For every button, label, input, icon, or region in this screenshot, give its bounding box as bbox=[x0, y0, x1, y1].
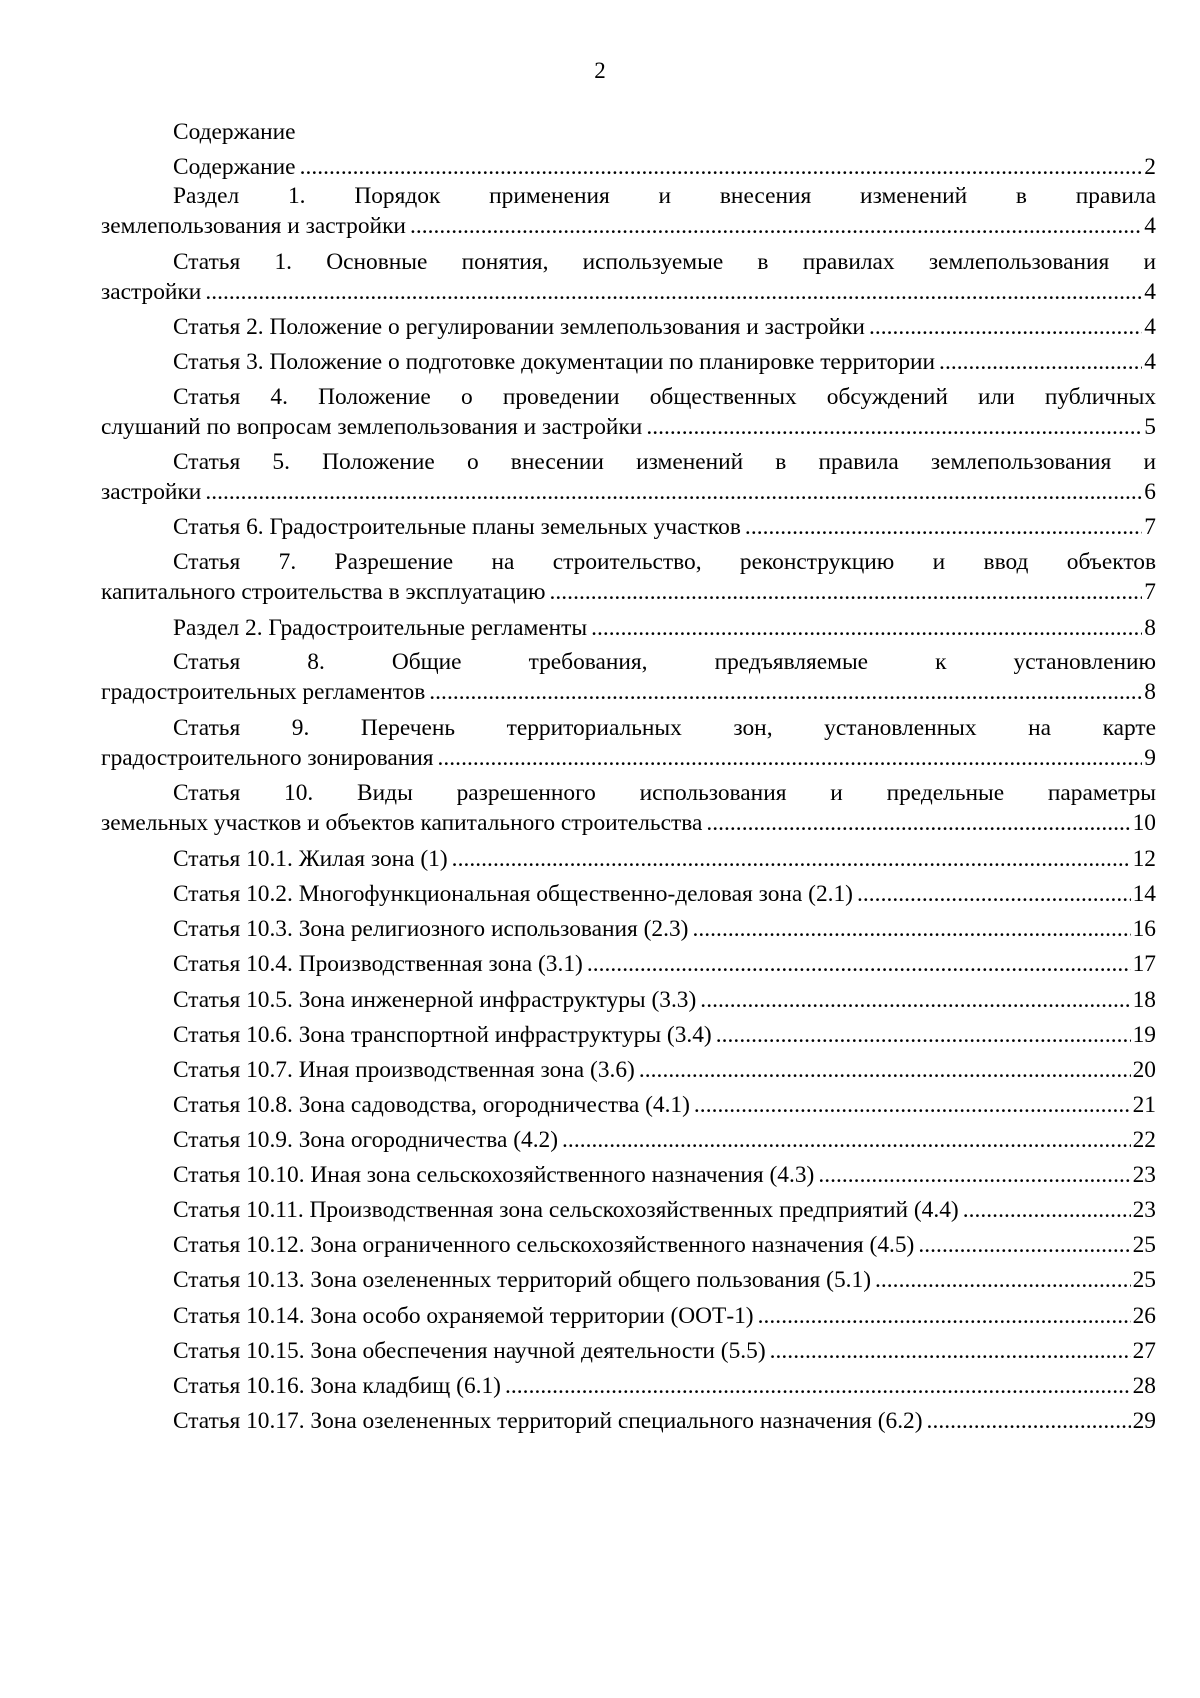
dot-leader bbox=[505, 1371, 1131, 1401]
toc-entry-line bbox=[101, 211, 1156, 241]
toc-entry-title: Статья 3. Положение о подготовке документации по планировке территории bbox=[173, 349, 936, 375]
toc-entry-page: 20 bbox=[1132, 1057, 1156, 1083]
toc-entry bbox=[101, 879, 1156, 909]
toc-entry-title: Статья 10.11. Производственная зона сельскохозяйственных предприятий (4.4) bbox=[173, 1197, 959, 1223]
toc-entry-line bbox=[101, 412, 1156, 442]
dot-leader bbox=[939, 347, 1142, 377]
page-number: 2 bbox=[594, 58, 606, 83]
toc-entry-line bbox=[101, 1406, 1156, 1436]
dot-leader bbox=[857, 879, 1131, 909]
dot-leader bbox=[429, 677, 1142, 707]
dot-leader bbox=[869, 312, 1142, 342]
toc-entry-page: 27 bbox=[1132, 1338, 1156, 1364]
toc-entry bbox=[101, 713, 1156, 773]
dot-leader bbox=[639, 1055, 1131, 1085]
toc-entry-title: Статья 2. Положение о регулировании землепользования и застройки bbox=[173, 314, 865, 340]
toc-entry-title-line1: Статья 9. Перечень территориальных зон, установленных на карте bbox=[173, 715, 1156, 741]
dot-leader bbox=[549, 577, 1142, 607]
toc-entry-title: градостроительного зонирования bbox=[101, 745, 434, 771]
toc-entry bbox=[101, 312, 1156, 342]
toc-entry-line bbox=[101, 914, 1156, 944]
toc-entry-title: Раздел 2. Градостроительные регламенты bbox=[173, 615, 588, 641]
dot-leader bbox=[438, 743, 1143, 773]
toc-entry bbox=[101, 1125, 1156, 1155]
toc-entry-line bbox=[101, 1336, 1156, 1366]
toc-entry-page: 25 bbox=[1132, 1232, 1156, 1258]
toc-entry-title: Статья 10.15. Зона обеспечения научной деятельности (5.5) bbox=[173, 1338, 766, 1364]
toc-entry bbox=[101, 647, 1156, 707]
toc-entry-line bbox=[101, 613, 1156, 643]
toc-entry-page: 8 bbox=[1144, 679, 1156, 705]
toc-entry bbox=[101, 1195, 1156, 1225]
toc-entry-page: 7 bbox=[1144, 579, 1156, 605]
toc-entry-title: Статья 10.3. Зона религиозного использования (2.3) bbox=[173, 916, 689, 942]
toc-entry-page: 28 bbox=[1132, 1373, 1156, 1399]
toc-entry-title: землепользования и застройки bbox=[101, 213, 406, 239]
dot-leader bbox=[918, 1230, 1130, 1260]
toc-entry-title: градостроительных регламентов bbox=[101, 679, 426, 705]
toc-entry bbox=[101, 844, 1156, 874]
toc-entry-title: Статья 10.14. Зона особо охраняемой территории (ООТ-1) bbox=[173, 1303, 754, 1329]
toc-entry bbox=[101, 382, 1156, 442]
toc-entry-page: 8 bbox=[1144, 615, 1156, 641]
toc-entry-page: 14 bbox=[1132, 881, 1156, 907]
dot-leader bbox=[692, 914, 1130, 944]
toc-entry-title: Статья 10.13. Зона озелененных территорий общего пользования (5.1) bbox=[173, 1267, 871, 1293]
toc-entry-page: 9 bbox=[1144, 745, 1156, 771]
toc-entry-title: слушаний по вопросам землепользования и застройки bbox=[101, 414, 643, 440]
toc-entry-title: Статья 10.12. Зона ограниченного сельскохозяйственного назначения (4.5) bbox=[173, 1232, 915, 1258]
toc-entry-title-line1: Статья 7. Разрешение на строительство, реконструкцию и ввод объектов bbox=[173, 549, 1156, 575]
toc-entry-line bbox=[101, 312, 1156, 342]
toc-entry-line bbox=[101, 743, 1156, 773]
toc-entry bbox=[101, 1371, 1156, 1401]
toc-entry bbox=[101, 1230, 1156, 1260]
toc-entry-title: Статья 10.1. Жилая зона (1) bbox=[173, 846, 448, 872]
toc-entry-title: застройки bbox=[101, 479, 202, 505]
dot-leader bbox=[452, 844, 1131, 874]
toc-entry bbox=[101, 247, 1156, 307]
toc-entry bbox=[101, 547, 1156, 607]
toc-entry-line bbox=[101, 1301, 1156, 1331]
toc-entry-title: Статья 10.10. Иная зона сельскохозяйственного назначения (4.3) bbox=[173, 1162, 815, 1188]
toc-entry-page: 12 bbox=[1132, 846, 1156, 872]
dot-leader bbox=[706, 808, 1130, 838]
toc-entry-title: застройки bbox=[101, 279, 202, 305]
toc-entry-title-line1: Статья 5. Положение о внесении изменений в правила землепользования и bbox=[173, 449, 1156, 475]
toc-entry-page: 26 bbox=[1132, 1303, 1156, 1329]
dot-leader bbox=[758, 1301, 1131, 1331]
toc-entry-page: 23 bbox=[1132, 1162, 1156, 1188]
toc-entry-line bbox=[101, 1195, 1156, 1225]
toc-entry-page: 19 bbox=[1132, 1022, 1156, 1048]
toc-entry-page: 22 bbox=[1132, 1127, 1156, 1153]
dot-leader bbox=[591, 613, 1142, 643]
toc-entry-line bbox=[101, 985, 1156, 1015]
toc-entry-title: Статья 6. Градостроительные планы земельных участков bbox=[173, 514, 741, 540]
dot-leader bbox=[700, 985, 1130, 1015]
toc-entry-title: Статья 10.2. Многофункциональная общественно-деловая зона (2.1) bbox=[173, 881, 853, 907]
toc-entry-title: капитального строительства в эксплуатацию bbox=[101, 579, 546, 605]
toc-entry-line bbox=[101, 1230, 1156, 1260]
toc-entry-line bbox=[101, 879, 1156, 909]
toc-entry bbox=[101, 1160, 1156, 1190]
toc-entry bbox=[101, 181, 1156, 241]
toc-entry bbox=[101, 914, 1156, 944]
toc-entry-line bbox=[101, 1055, 1156, 1085]
toc-entry-title: Статья 10.5. Зона инженерной инфраструктуры (3.3) bbox=[173, 987, 697, 1013]
toc-entry bbox=[101, 152, 1156, 182]
toc-entry-page: 4 bbox=[1144, 314, 1156, 340]
toc-entry-line bbox=[101, 152, 1156, 182]
toc-entry-title-line1: Раздел 1. Порядок применения и внесения изменений в правила bbox=[173, 183, 1156, 209]
toc-entry-page: 6 bbox=[1144, 479, 1156, 505]
toc-entry-page: 17 bbox=[1132, 951, 1156, 977]
toc-entry-page: 2 bbox=[1144, 154, 1156, 180]
toc-entry-title: Статья 10.8. Зона садоводства, огородничества (4.1) bbox=[173, 1092, 690, 1118]
toc-entry-page: 10 bbox=[1132, 810, 1156, 836]
toc-entry-title: Статья 10.16. Зона кладбищ (6.1) bbox=[173, 1373, 501, 1399]
toc-entry-line bbox=[101, 677, 1156, 707]
toc-entry-title-line1: Статья 8. Общие требования, предъявляемые к установлению bbox=[173, 649, 1156, 675]
toc-entry-title-line1: Статья 10. Виды разрешенного использования и предельные параметры bbox=[173, 780, 1156, 806]
toc-entry bbox=[101, 613, 1156, 643]
dot-leader bbox=[927, 1406, 1131, 1436]
toc-entry-title: Статья 10.9. Зона огородничества (4.2) bbox=[173, 1127, 559, 1153]
toc-entry bbox=[101, 1336, 1156, 1366]
toc-entry-page: 21 bbox=[1132, 1092, 1156, 1118]
toc-entry-line bbox=[101, 1371, 1156, 1401]
dot-leader bbox=[562, 1125, 1131, 1155]
toc-entry-line bbox=[101, 1265, 1156, 1295]
toc-entry bbox=[101, 1406, 1156, 1436]
toc-entry bbox=[101, 1020, 1156, 1050]
dot-leader bbox=[745, 512, 1142, 542]
toc-entry-line bbox=[101, 277, 1156, 307]
toc-entry-page: 18 bbox=[1132, 987, 1156, 1013]
dot-leader bbox=[205, 477, 1142, 507]
toc-entry bbox=[101, 949, 1156, 979]
toc-entry-page: 25 bbox=[1132, 1267, 1156, 1293]
toc-entry bbox=[101, 347, 1156, 377]
dot-leader bbox=[694, 1090, 1131, 1120]
toc-entry-page: 4 bbox=[1144, 213, 1156, 239]
toc-entry-title-line1: Статья 1. Основные понятия, используемые в правилах землепользования и bbox=[173, 249, 1156, 275]
dot-leader bbox=[716, 1020, 1131, 1050]
toc-entry-title: Статья 10.4. Производственная зона (3.1) bbox=[173, 951, 583, 977]
toc-entry bbox=[101, 778, 1156, 838]
dot-leader bbox=[410, 211, 1142, 241]
toc-entry bbox=[101, 1301, 1156, 1331]
toc-entry bbox=[101, 512, 1156, 542]
toc-entry-title: Содержание bbox=[173, 154, 296, 180]
toc-entry-line bbox=[101, 1160, 1156, 1190]
toc-entry-title: Статья 10.17. Зона озелененных территорий специального назначения (6.2) bbox=[173, 1408, 923, 1434]
toc-entry-line bbox=[101, 347, 1156, 377]
dot-leader bbox=[770, 1336, 1131, 1366]
dot-leader bbox=[300, 152, 1143, 182]
toc-entry bbox=[101, 985, 1156, 1015]
toc-entry-line bbox=[101, 1020, 1156, 1050]
toc-entry-line bbox=[101, 844, 1156, 874]
toc-entry-line bbox=[101, 477, 1156, 507]
toc-entry-line bbox=[101, 1125, 1156, 1155]
toc-entry-page: 5 bbox=[1144, 414, 1156, 440]
toc-entry-title: Статья 10.6. Зона транспортной инфраструктуры (3.4) bbox=[173, 1022, 712, 1048]
toc-entry-page: 4 bbox=[1144, 349, 1156, 375]
dot-leader bbox=[963, 1195, 1131, 1225]
toc-entry-page: 23 bbox=[1132, 1197, 1156, 1223]
dot-leader bbox=[818, 1160, 1130, 1190]
toc-entry bbox=[101, 1265, 1156, 1295]
toc-entry-line bbox=[101, 1090, 1156, 1120]
toc-entry-line bbox=[101, 577, 1156, 607]
toc-entry-page: 16 bbox=[1132, 916, 1156, 942]
dot-leader bbox=[205, 277, 1142, 307]
toc-entry bbox=[101, 1090, 1156, 1120]
toc-heading: Содержание bbox=[173, 119, 296, 145]
dot-leader bbox=[587, 949, 1131, 979]
toc-entry-page: 4 bbox=[1144, 279, 1156, 305]
toc-entry-title: Статья 10.7. Иная производственная зона (3.6) bbox=[173, 1057, 635, 1083]
toc-entry-title: земельных участков и объектов капитального строительства bbox=[101, 810, 703, 836]
toc-entry-line bbox=[101, 808, 1156, 838]
toc-entry bbox=[101, 1055, 1156, 1085]
dot-leader bbox=[646, 412, 1142, 442]
toc-entry-page: 29 bbox=[1132, 1408, 1156, 1434]
toc-entry-page: 7 bbox=[1144, 514, 1156, 540]
toc-entry bbox=[101, 447, 1156, 507]
toc-entry-line bbox=[101, 949, 1156, 979]
dot-leader bbox=[875, 1265, 1131, 1295]
toc-entry-line bbox=[101, 512, 1156, 542]
toc-entry-title-line1: Статья 4. Положение о проведении общественных обсуждений или публичных bbox=[173, 384, 1156, 410]
